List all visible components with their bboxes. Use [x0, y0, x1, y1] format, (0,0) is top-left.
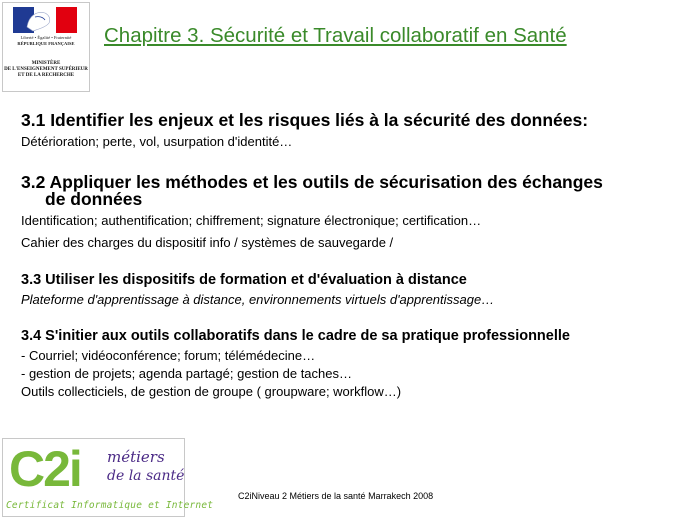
c2i-metiers: métiers [107, 448, 165, 466]
ministry-line: ET DE LA RECHERCHE [17, 73, 75, 78]
section-line: - gestion de projets; agenda partagé; gestion de taches… [21, 366, 352, 381]
ministry-line: MINISTÈRE [31, 61, 61, 66]
footer-text: C2iNiveau 2 Métiers de la santé Marrakech 2008 [238, 491, 434, 501]
section-heading-3-2: 3.2 Appliquer les méthodes et les outils de sécurisation des échanges [21, 172, 603, 192]
c2i-logo [2, 438, 214, 517]
marianne-flag-icon [13, 7, 77, 33]
ministry-name [3, 61, 89, 79]
logo-republic: RÉPUBLIQUE FRANÇAISE [17, 41, 75, 46]
logo-motto: Liberté • Égalité • Fraternité [20, 35, 72, 40]
section-line: Plateforme d'apprentissage à distance, environnements virtuels d'apprentissage… [21, 292, 495, 307]
section-line: Cahier des charges du dispositif info / systèmes de sauvegarde / [21, 235, 394, 250]
page-title: Chapitre 3. Sécurité et Travail collaboratif en Santé [104, 24, 567, 47]
c2i-subtitle: Certificat Informatique et Internet [6, 500, 214, 511]
section-heading-3-3: 3.3 Utiliser les dispositifs de formation et d'évaluation à distance [21, 272, 467, 288]
c2i-mark: C2i [9, 441, 81, 497]
section-heading-3-4: 3.4 S'initier aux outils collaboratifs dans le cadre de sa pratique professionnelle [21, 328, 570, 344]
section-line: Outils collecticiels, de gestion de groupe ( groupware; workflow…) [21, 384, 402, 399]
ministry-line: DE L'ENSEIGNEMENT SUPÉRIEUR [4, 67, 88, 72]
c2i-sante: de la santé [107, 468, 185, 484]
ministry-logo [2, 2, 90, 92]
section-heading-3-2-cont: de données [45, 189, 143, 209]
section-line: Identification; authentification; chiffrement; signature électronique; certification… [21, 213, 482, 228]
section-line: - Courriel; vidéoconférence; forum; télémédecine… [21, 348, 316, 363]
section-line: Détérioration; perte, vol, usurpation d'identité… [21, 134, 293, 149]
section-heading-3-1: 3.1 Identifier les enjeux et les risques liés à la sécurité des données: [21, 110, 589, 130]
